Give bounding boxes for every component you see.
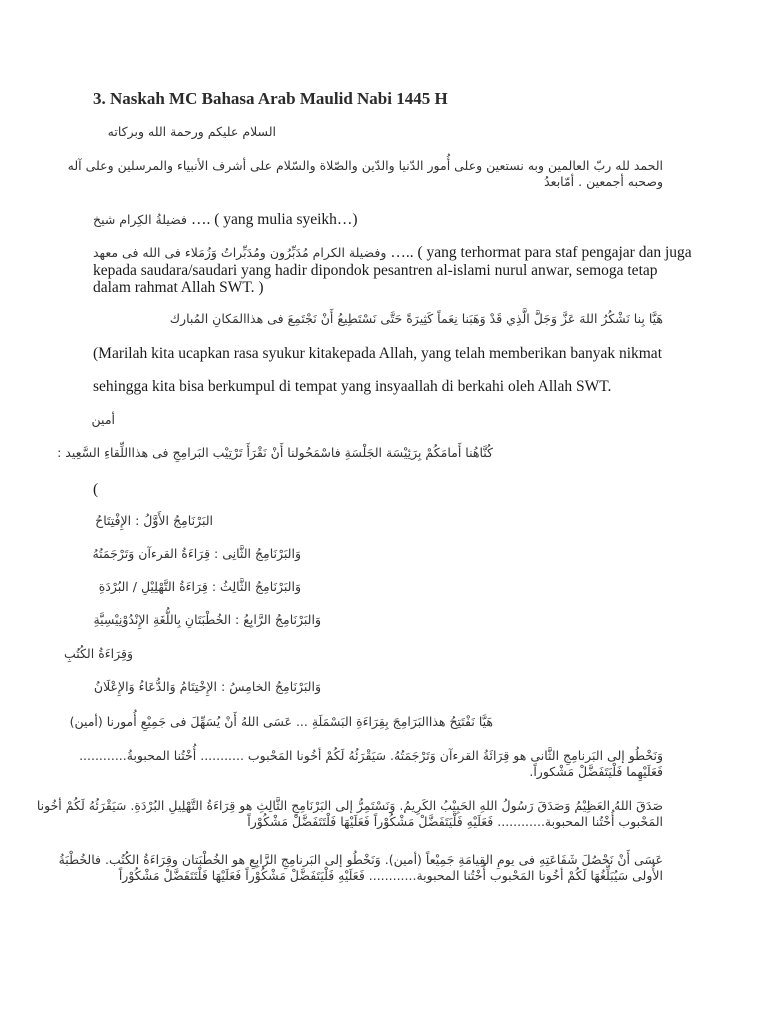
fadilah-line — [93, 210, 493, 229]
program-5: وَالبَرْنَامِجُ الخامِسُ : الإِخْتِتَامُ وَالدُّعَاءُ وَالإِعْلَانُ — [93, 679, 321, 694]
amin-line: أمين — [91, 412, 115, 427]
hamdalah-line-1: الحمد لله ربّ العالمين وبه نستعين وعلى أُمور الدّنيا والدّين والصّلاة والسّلام على أشرف الأنبياء والمرسلين وعلى آله — [67, 158, 663, 173]
program-4b: وَقِرَاءَةُ الكُتُبِ — [63, 646, 133, 661]
program-2-paragraph — [79, 748, 663, 780]
program-3-paragraph — [36, 798, 663, 830]
program-4-paragraph — [58, 852, 663, 884]
p2-line-2: المَحْبوب أُخْتُنا المحبوبة............ فَعَلَيْهِ فَلْيَتَفَضَّلْ مَشْكُوْراً فَعَلَيْهَا فَلْتَتَفَضَّلْ مَشْكُوْراً — [247, 814, 663, 829]
p3-line-1: عَسَى أَنْ نَحْصُلَ شَفَاعَتِهِ فى يومِ القِيامَةِ جَمِيْعاً (أمين). وَنَخْطُو إلى البَرنامِجِ الرَّابِعِ هو الخُطْبَتان وقِرَاءَةُ الكُتُب. فالخُطْبَةُ — [58, 852, 663, 867]
staff-latin-3: dalam rahmat Allah SWT. ) — [93, 279, 264, 296]
fadilah-arabic: فضيلةُ الكِرام شيخ — [93, 212, 187, 227]
document-title: 3. Naskah MC Bahasa Arab Maulid Nabi 1445 H — [93, 89, 448, 108]
staff-line-1 — [93, 243, 692, 262]
syukur-arabic: هَيَّا بِنا نَشْكُرُ اللهَ عَزَّ وَجَلَّ الَّذِي قَدْ وَهَبَنا نِعَماً كَثِيرَةً حَتَّى نَسْتَطِيعُ أَنْ نَجْتَمِعَ فى هذاالمَكانِ المُبارك — [169, 311, 663, 326]
syukur-latin-1: (Marilah kita ucapkan rasa syukur kitakepada Allah, yang telah memberikan banyak nikmat — [93, 345, 662, 362]
opening-line: هَيَّا نَفْتَتِحُ هذاالبَرَامِجَ بِقِرَاءَةِ البَسْمَلَةِ ... عَسَى اللهُ أَنْ يُسَهِّلَ فى جَمِيْعِ أُمورنا (أمين) — [69, 714, 493, 729]
fadilah-latin: …. ( yang mulia syeikh…) — [190, 211, 358, 228]
p2-line-1: صَدَقَ اللهُ العَظِيْمُ وَصَدَقَ رَسُولُ اللهِ الحَبِيْبُ الكَرِيمُ. وَنَسْتَمِرُّ إلى البَرْنَامِجِ الثَّالِثِ هو قِرَاءَةُ التَّهْلِيلِ البُرْدَةِ. سَيَقْرَئُهُ لَكُمْ أخُونا — [36, 798, 663, 813]
hamdalah-paragraph — [67, 158, 663, 190]
hamdalah-line-2: وصحبه أجمعين . أمّابعدُ — [544, 174, 663, 189]
program-4: وَالبَرْنَامِجُ الرَّابِعُ : الخُطْبَتَانِ بِاللُّغَةِ الإِنْدُوْنِيْسِيَّةِ — [93, 612, 321, 627]
program-2: وَالبَرْنَامِجُ الثَّانِى : قِرَاءَةُ القرءآن وَتَرْجَمَتُهُ — [92, 546, 301, 561]
program-3: وَالبَرْنَامِجُ الثَّالِثُ : قِرَاءَةُ التَّهْلِيْلِ / البُرْدَةِ — [98, 579, 301, 594]
p3-line-2: الأُولى سَيُبَلِّغُهَا لَكُمْ أخُونا المَحْبوب أُخْتُنا المحبوبة............ فَعَلَيْهِ فَلْيَتَفَضَّلْ مَشْكُوْراً فَعَلَيْهَا فَلْتَتَفَضَّلْ مَشْكُوْراً — [118, 868, 663, 883]
staff-latin-2: kepada saudara/saudari yang hadir dipondok pesantren al-islami nurul anwar, semoga tetap — [93, 262, 658, 279]
susunan-intro: كُنَّاهُنا أَمامَكُمْ بِرَئِيْسَة الجَلْسَةِ فاسْمَحُولنا أَنْ نَقْرَأَ تَرْتِيْب البَرامِجِ فى هذااللِّقاءِ السَّعِيد : — [57, 445, 493, 460]
p1-line-2: فَعَلَيْهِما فَلْيَتَفَضَّلْ مَشْكوراً. — [529, 764, 663, 779]
program-1: البَرْنَامِجُ الأَوَّلُ : الإِفْتِتَاحُ — [95, 513, 213, 528]
p1-line-1: وَنَخْطُو إلى البَرنامِجِ الثَّانى هو قِرَائَةُ القرءآن وَتَرْجَمَتُهُ. سَيَقْرَئُهُ لَكُمْ أخُونا المَحْبوب ........... أُخْتُنا المحبوبةُ............ — [79, 748, 663, 763]
open-paren: ( — [93, 481, 99, 498]
syukur-latin-2: sehingga kita bisa berkumpul di tempat yang insyaallah di berkahi oleh Allah SWT. — [93, 378, 612, 395]
staff-latin-1: ….. ( yang terhormat para staf pengajar dan juga — [390, 244, 692, 261]
staff-arabic: وفضيلة الكرام مُدَبِّرُون ومُدَبِّراتُ وَزُمَلاء فى الله فى معهد — [93, 245, 387, 260]
salam-line: السلام عليكم ورحمة الله وبركاته — [107, 124, 276, 139]
